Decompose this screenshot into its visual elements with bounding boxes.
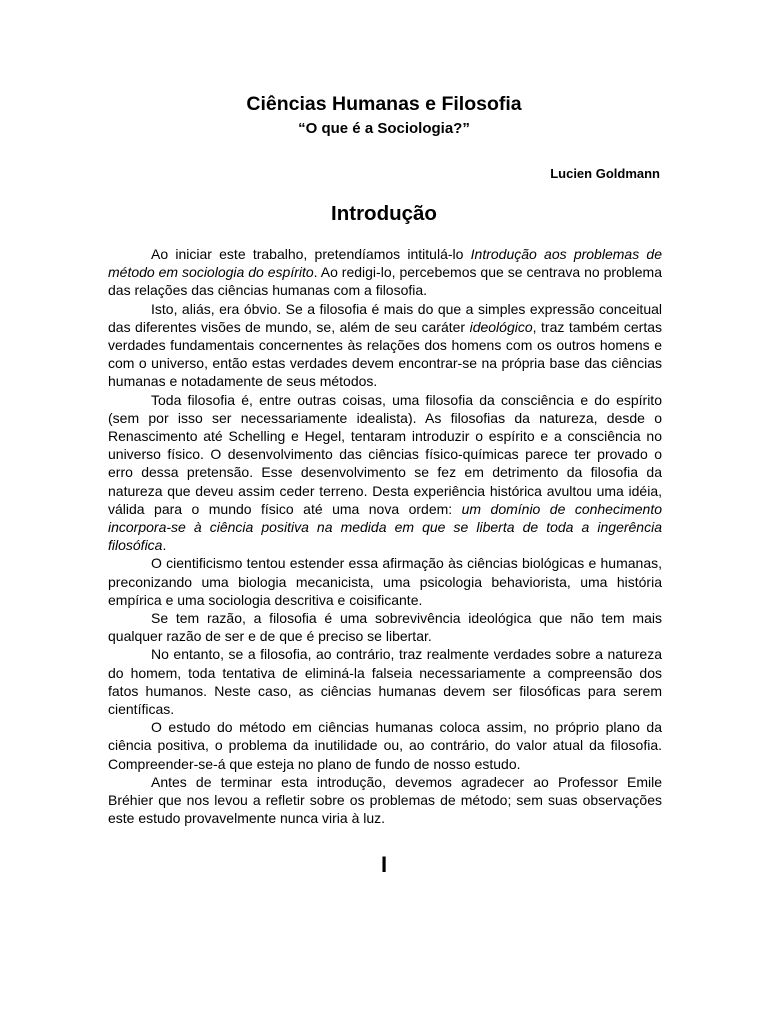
paragraph-text: Isto, aliás, era óbvio. Se a filosofia é mais do que a simples expressão conceitual das diferentes visões de mundo, se, além de seu caráter (108, 300, 662, 335)
paragraph-text: O estudo do método em ciências humanas coloca assim, no próprio plano da ciência positiva, o problema da inutilidade ou, ao contrário, do valor atual da filosofia. Compreender-se-á que esteja no plano de fundo de nosso estudo. (108, 719, 662, 772)
paragraph-text: , traz também certas verdades fundamentais concernentes às relações dos homens com os outros homens e com o universo, então estas verdades devem encontrar-se na própria base das ciências humanas e notadamente de seus métodos. (108, 318, 663, 390)
author-name: Lucien Goldmann (550, 166, 660, 181)
italic-text: Introdução aos problemas de método em sociologia do espírito (108, 246, 662, 281)
body-text (108, 245, 662, 828)
paragraph-text: Se tem razão, a filosofia é uma sobrevivência ideológica que não tem mais qualquer razão de ser e de que é preciso se libertar. (108, 610, 662, 645)
paragraph (108, 554, 662, 609)
paragraph-text: No entanto, se a filosofia, ao contrário, traz realmente verdades sobre a natureza do homem, toda tentativa de eliminá-la falseia necessariamente a compreensão dos fatos humanos. Neste caso, as ciências humanas devem ser filosóficas para serem científicas. (108, 646, 662, 718)
paragraph-text: . Ao redigi-lo, percebemos que se centrava no problema das relações das ciências humanas com a filosofia. (108, 264, 662, 299)
paragraph (108, 773, 662, 828)
section-heading: Introdução (331, 202, 437, 225)
paragraph-text: Toda filosofia é, entre outras coisas, uma filosofia da consciência e do espírito (sem por isso ser necessariamente idealista). As filosofias da natureza, desde o Renascimento até Schelling e Hegel, tentaram introduzir o espírito e a consciência no universo físico. O desenvolvimento das ciências físico-químicas parece ter provado o erro dessa pretensão. Esse desenvolvimento se fez em detrimento da filosofia da natureza que deveu assim ceder terreno. Desta experiência histórica avultou uma idéia, válida para o mundo físico até uma nova ordem: (108, 391, 662, 517)
paragraph-text: . (162, 537, 167, 554)
section-number: I (380, 852, 388, 877)
paragraph (108, 391, 662, 555)
document-subtitle: “O que é a Sociologia?” (298, 120, 470, 137)
paragraph (108, 245, 662, 300)
paragraph (108, 300, 662, 391)
paragraph (108, 718, 662, 773)
paragraph-text: Antes de terminar esta introdução, devemos agradecer ao Professor Emile Bréhier que nos levou a refletir sobre os problemas de método; sem suas observações este estudo provavelmente nunca viria à luz. (108, 773, 662, 827)
paragraph-text: Ao iniciar este trabalho, pretendíamos intitulá-lo (151, 246, 471, 262)
italic-text: ideológico (469, 318, 533, 335)
paragraph (108, 609, 662, 645)
italic-text: um domínio de conhecimento incorpora-se à ciência positiva na medida em que se liberta de toda a ingerência filosófica (108, 500, 662, 554)
paragraph-text: O cientificismo tentou estender essa afirmação às ciências biológicas e humanas, preconizando uma biologia mecanicista, uma psicologia behaviorista, uma história empírica e uma sociologia descritiva e coisificante. (108, 555, 662, 608)
paragraph (108, 645, 662, 718)
document-title: Ciências Humanas e Filosofia (246, 93, 522, 115)
